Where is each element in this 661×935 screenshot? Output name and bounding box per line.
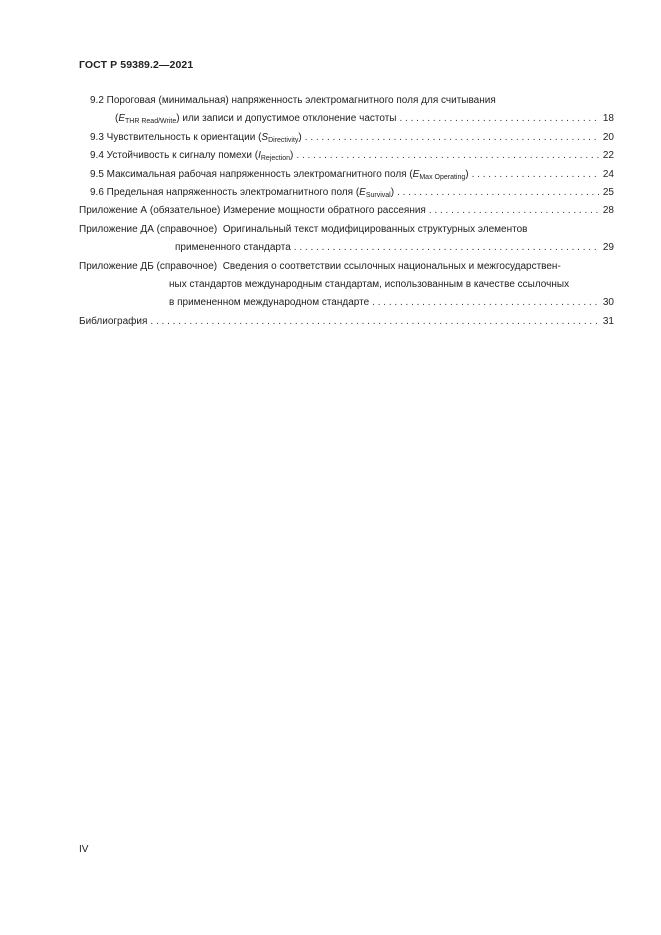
toc-appendix-db-line2[interactable] [79,276,614,294]
toc-appendix-da-title: Приложение ДА (справочное) Оригинальный текст модифицированных структурных элементов [79,223,528,235]
leader-dots [399,110,600,128]
toc-item-9-3-title: 9.3 Чувствительность к ориентации $(S_{Directivity})$ [90,131,302,144]
toc-item-9-5[interactable] [79,166,614,184]
toc-page-number: 30 [602,297,614,309]
toc-appendix-db-line1[interactable] [79,258,614,276]
toc-page-number: 22 [602,150,614,162]
toc-page-number: 20 [602,131,614,143]
toc-page-number: 28 [602,205,614,217]
toc-page-number: 31 [602,315,614,327]
leader-dots [372,294,600,312]
toc-appendix-db-continuation-1: ных стандартов международным стандартам, использованным в качестве ссылочных [169,279,570,291]
toc-bibliography-title: Библиография [79,315,148,327]
leader-dots [294,239,600,257]
leader-dots [150,313,600,331]
toc-page-number: 25 [602,187,614,199]
toc-appendix-db-title: Приложение ДБ (справочное) Сведения о соответствии ссылочных национальных и межгосударствен- [79,260,561,272]
table-of-contents [79,92,614,331]
toc-item-9-2-line1[interactable] [79,92,614,110]
leader-dots [305,129,600,147]
toc-appendix-db-continuation-2: в примененном международном стандарте [169,297,370,309]
toc-item-9-4-title: 9.4 Устойчивость к сигналу помехи $(I_{Rejection})$ [90,150,294,163]
toc-appendix-a[interactable] [79,202,614,220]
toc-item-9-2-title: 9.2 Пороговая (минимальная) напряженность электромагнитного поля для считывания [90,95,496,106]
toc-appendix-da-line1[interactable] [79,221,614,239]
toc-page-number: 29 [602,242,614,254]
toc-appendix-da-line2[interactable] [79,239,614,257]
leader-dots [397,184,600,202]
toc-page-number: 18 [602,113,614,125]
toc-appendix-da-continuation: примененного стандарта [175,242,291,254]
toc-bibliography[interactable] [79,313,614,331]
leader-dots [429,202,600,220]
document-code-header: ГОСТ Р 59389.2—2021 [79,59,194,71]
page-number-footer: IV [79,844,89,855]
toc-item-9-6-title: 9.6 Предельная напряженность электромагнитного поля $(E_{Survival})$ [90,187,395,200]
toc-item-9-5-title: 9.5 Максимальная рабочая напряженность электромагнитного поля $(E_{Max Operating})$ [90,168,469,181]
toc-item-9-4[interactable] [79,147,614,165]
leader-dots [472,166,600,184]
leader-dots [296,147,600,165]
toc-item-9-2-line2[interactable] [79,110,614,128]
toc-item-9-2-continuation: $(E_{THR Read/Write})$ или записи и допустимое отклонение частоты [115,113,397,126]
toc-page-number: 24 [602,168,614,180]
toc-appendix-db-line3[interactable] [79,294,614,312]
toc-appendix-a-title: Приложение А (обязательное) Измерение мощности обратного рассеяния [79,205,426,217]
toc-item-9-3[interactable] [79,129,614,147]
toc-item-9-6[interactable] [79,184,614,202]
